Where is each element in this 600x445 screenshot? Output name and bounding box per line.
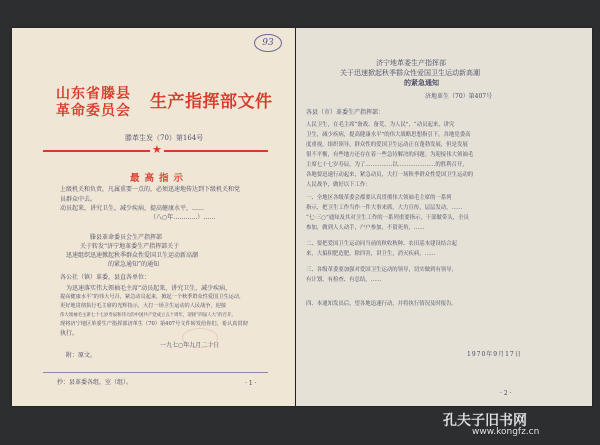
right-line: 四、本通知发出后，望各地迅速行动，并将执行情况及时报告。 (306, 301, 457, 307)
cc-divider-rule (43, 372, 268, 373)
site-watermark: 孔夫子旧书网 (443, 413, 527, 429)
right-line: 指示，把卫生工作当作一件大事来抓，大力宣传，层层发动，…… (306, 205, 463, 211)
left-line: 上级机关和负责，凡属重要一点的，必须迅速地传达到下级机关和党 (60, 186, 241, 193)
right-line: 主席七十七岁寿辰，为了……………以…………………的胜利召开， (306, 162, 468, 168)
right-line: 各县（市）革委生产指挥部： (306, 109, 385, 116)
right-line: 二、要把爱国卫生运动同当前的秋收秋种、农田基本建设结合起 (306, 241, 457, 247)
left-line: 动员起来，讲究卫生，减少疾病，提高健康水平，…… (60, 205, 205, 212)
left-line: 现将济宁地区革委生产指挥部济革生（70）第407号文件转发给你们，希认真贯彻 (60, 321, 248, 327)
left-line: （八○年…………）…… (150, 214, 216, 221)
cc-distribution-line: 抄：县革委各组，室（组）。 (57, 379, 133, 386)
right-line: 三、各级革委要加强对爱国卫生运动的领导，切实做到有领导、 (306, 267, 457, 273)
right-line: 来，大搞积肥造肥，除四害，讲卫生，消灭疾病，…… (306, 251, 436, 257)
right-line: 人民战争，做好以下工作： (306, 182, 371, 188)
right-header-title-line1: 关于迅速掀起秋季群众性爱国卫生运动新高潮 (340, 69, 480, 77)
site-watermark-url: www.kongfz.cn (472, 427, 540, 437)
right-header-org: 济宁地革委生产指挥部 (376, 59, 446, 67)
left-line: 更好地贯彻执行毛主席的光辉指示，大打一场卫生运动的人民战争，迎接 (60, 303, 227, 309)
right-line: 有计划、有检查、有总结，…… (306, 277, 382, 283)
left-line: 关于转发“济宁地革委生产指挥部关于 (80, 243, 180, 250)
left-line: 伟大领袖毛主席七十七岁寿辰和伟大的中国共产党成立五十周年，迎接“四届人大”的召开， (60, 313, 236, 318)
left-line: 执行。 (60, 330, 79, 337)
right-line: 各地要迅速行动起来，紧急动员，大打一场秋季群众性爱国卫生运动的 (306, 172, 474, 178)
org-name-line1: 山东省滕县 (56, 86, 131, 102)
supreme-instruction-heading: 最高指示 (130, 173, 189, 184)
right-line: 卫生，减少疾病，提高健康水平”的伟大战略思想指引下，各地党委高 (306, 132, 471, 138)
right-line: 参加，做到人人动手，户户参加，不留死角，…… (306, 225, 425, 231)
left-line: 的紧急通知”的通知 (108, 261, 160, 268)
org-name-line2: 革命委员会 (56, 103, 131, 119)
left-line: 员群众中去。 (60, 196, 97, 203)
right-page-date: 1970年9月17日 (467, 351, 522, 358)
red-star-icon: ★ (152, 143, 162, 156)
handwritten-page-number: 93 (254, 34, 282, 52)
left-line: 各公社（镇）革委，县直各单位： (60, 274, 151, 281)
right-page-number: · 2 · (500, 390, 512, 397)
left-line: 滕县革命委员会生产指挥部 (90, 234, 163, 241)
left-line: 提高健康水平”的伟大号召，紧急动员起来，掀起一个秋季群众性爱国卫生运动， (60, 294, 245, 300)
left-page-date: 一九七○年九月二十日 (160, 342, 220, 349)
right-line: 很不平衡，有些地方还存在着一些急待解决的问题。为迎接伟大领袖毛 (306, 152, 474, 158)
right-line: 一、全地区各级革委会都要认真贯彻伟大领袖毛主席的一系列 (306, 195, 452, 201)
right-line: 度重视，组织领导，群众性的爱国卫生运动正在蓬勃发展，但是发展 (306, 142, 468, 148)
left-line: 附：原文。 (66, 352, 97, 359)
right-header-title-line2: 的紧急通知 (404, 78, 439, 87)
left-line: 迅速组织迅速掀起秋季群众性爱国卫生运动新高潮 (66, 252, 199, 259)
document-header-title: 生产指挥部文件 (150, 92, 273, 112)
right-line: “七·三○”通知及其对卫生工作的一系列重要指示，干部做带头，全员 (306, 215, 469, 221)
left-page-number: · 1 · (245, 380, 257, 387)
left-line: 为迅速落实伟大领袖毛主席“动员起来，讲究卫生，减少疾病， (66, 285, 232, 292)
right-doc-number: 济地革生（70）第407号 (425, 93, 493, 100)
right-line: 人民卫生，在毛主席“备战、备荒、为人民”，“动员起来，讲究 (306, 122, 455, 128)
left-doc-number: 滕革生发（70）第164号 (125, 134, 204, 142)
